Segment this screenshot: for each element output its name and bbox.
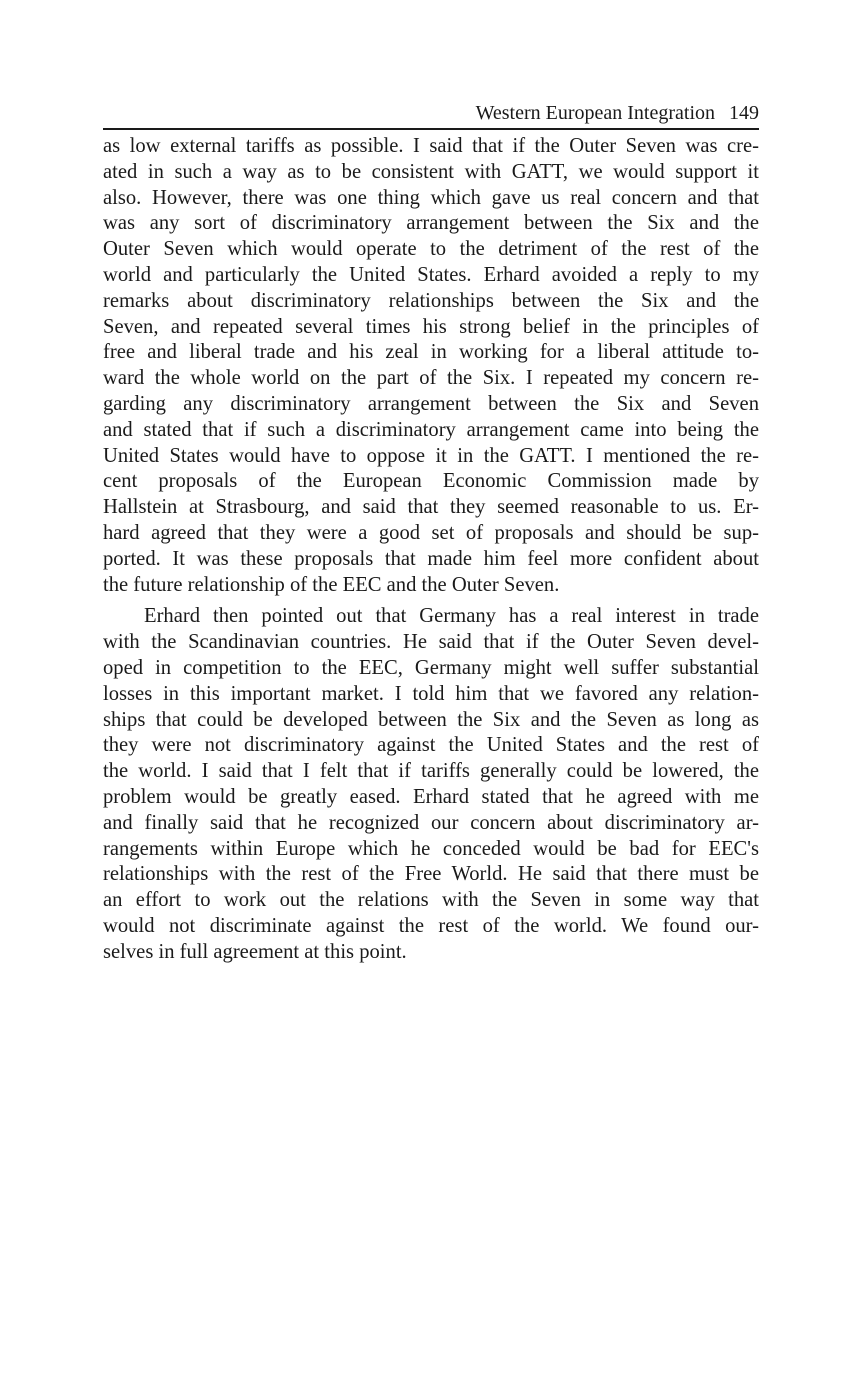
text-line: free and liberal trade and his zeal in working for a liberal attitude to- — [103, 341, 759, 364]
text-line: ward the whole world on the part of the Six. I repeated my concern re- — [103, 367, 759, 390]
paragraph — [103, 604, 759, 965]
book-page — [103, 100, 759, 966]
body-text — [103, 134, 759, 966]
text-line: and stated that if such a discriminatory arrangement came into being the — [103, 418, 759, 441]
page-number: 149 — [729, 102, 759, 124]
text-line: hard agreed that they were a good set of proposals and should be sup- — [103, 521, 759, 544]
text-line: as low external tariffs as possible. I said that if the Outer Seven was cre- — [103, 135, 759, 157]
text-line: problem would be greatly eased. Erhard stated that he agreed with me — [103, 785, 759, 808]
text-line: Seven, and repeated several times his strong belief in the principles of — [103, 315, 759, 338]
text-line: and finally said that he recognized our concern about discriminatory ar- — [103, 811, 759, 834]
text-line: oped in competition to the EEC, Germany might well suffer substantial — [103, 656, 759, 679]
running-header — [103, 100, 759, 130]
text-line: Erhard then pointed out that Germany has a real interest in trade — [144, 605, 759, 628]
text-line: the future relationship of the EEC and the Outer Seven. — [103, 573, 560, 596]
paragraph — [103, 134, 759, 598]
text-line: garding any discriminatory arrangement between the Six and Seven — [103, 392, 759, 415]
text-line: rangements within Europe which he conceded would be bad for EEC's — [103, 837, 759, 860]
text-line: relationships with the rest of the Free World. He said that there must be — [103, 863, 759, 886]
text-line: they were not discriminatory against the United States and the rest of — [103, 734, 759, 757]
text-line: world and particularly the United States. Erhard avoided a reply to my — [103, 263, 759, 286]
text-line: an effort to work out the relations with the Seven in some way that — [103, 889, 759, 912]
text-line: the world. I said that I felt that if tariffs generally could be lowered, the — [103, 760, 759, 783]
text-line: also. However, there was one thing which gave us real concern and that — [103, 186, 759, 209]
text-line: ported. It was these proposals that made him feel more confident about — [103, 547, 759, 570]
text-line: ated in such a way as to be consistent with GATT, we would support it — [103, 160, 759, 183]
text-line: losses in this important market. I told him that we favored any relation- — [103, 682, 759, 705]
running-title: Western European Integration — [475, 102, 715, 124]
text-line: United States would have to oppose it in the GATT. I mentioned the re- — [103, 444, 759, 467]
text-line: remarks about discriminatory relationships between the Six and the — [103, 289, 759, 312]
text-line: ships that could be developed between the Six and the Seven as long as — [103, 708, 759, 731]
text-line: selves in full agreement at this point. — [103, 940, 407, 963]
text-line: Outer Seven which would operate to the detriment of the rest of the — [103, 238, 759, 261]
text-line: would not discriminate against the rest of the world. We found our- — [103, 914, 759, 937]
text-line: with the Scandinavian countries. He said that if the Outer Seven devel- — [103, 631, 759, 654]
text-line: Hallstein at Strasbourg, and said that they seemed reasonable to us. Er- — [103, 496, 759, 519]
text-line: cent proposals of the European Economic Commission made by — [103, 470, 759, 493]
text-line: was any sort of discriminatory arrangement between the Six and the — [103, 212, 759, 235]
